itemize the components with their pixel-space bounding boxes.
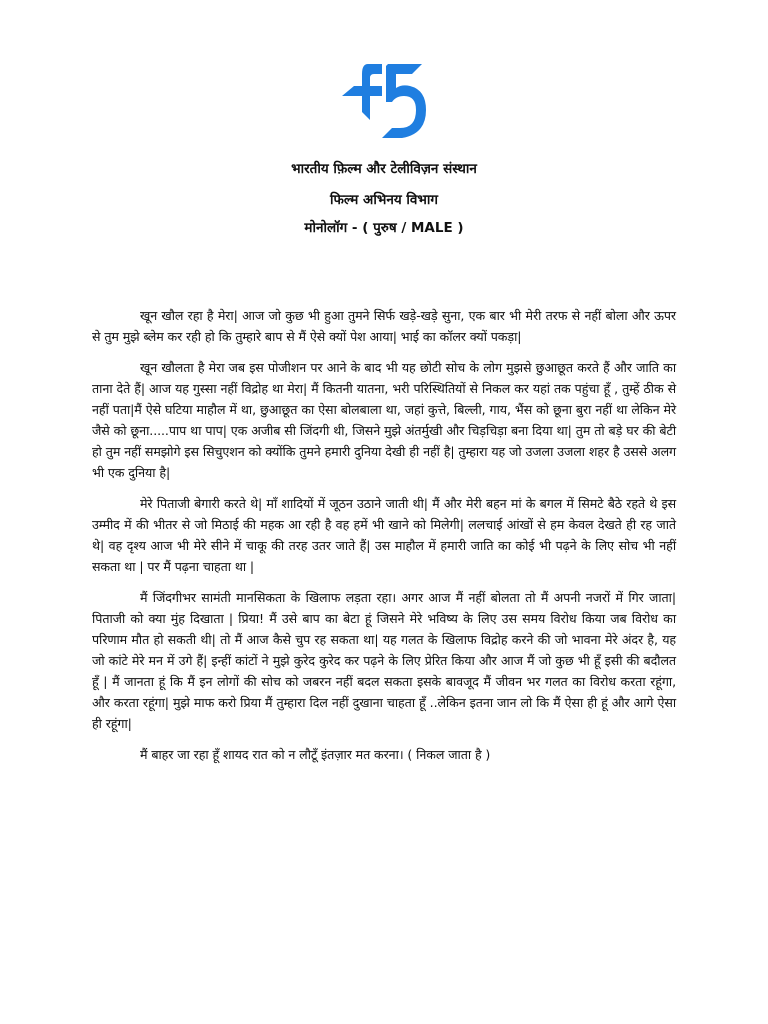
- paragraph-4: मैं जिंदगीभर सामंती मानसिकता के खिलाफ लड़ता रहा। अगर आज मैं नहीं बोलता तो मैं अपनी नजरों में गिर जाता| पिताजी को क्या मुंह दिखाता | प्रिया! मैं उसे बाप का बेटा हूं जिसने मेरे भविष्य के लिए उस समय विरोध किया जब विरोध का परिणाम मौत हो सकती थी| तो मैं आज कैसे चुप रह सकता था| यह गलत के खिलाफ विद्रोह करने की जो भावना मेरे अंदर है, यह जो कांटे मेरे मन में उगे हैं| इन्हीं कांटों ने मुझे कुरेद कुरेद कर पढ़ने के लिए प्रेरित किया और आज मैं जो कुछ भी हूँ इसी की बदौलत हूँ | मैं जानता हूं कि मैं इन लोगों की सोच को जबरन नहीं बदल सकता इसके बावजूद मैं जीवन भर गलत का विरोध करता रहूंगा, और करता रहूंगा| मुझे माफ करो प्रिया मैं तुम्हारा दिल नहीं दुखाना चाहता हूँ ..लेकिन इतना जान लो कि मैं ऐसा ही हूं और आगे ऐसा ही रहूंगा|: [92, 590, 676, 731]
- paragraph-2: खून खौलता है मेरा जब इस पोजीशन पर आने के बाद भी यह छोटी सोच के लोग मुझसे छुआछूत करते हैं और जाति का ताना देते हैं| आज यह गुस्सा नहीं विद्रोह था मेरा| मैं कितनी यातना, भरी परिस्थितियों से निकल कर यहां तक पहुंचा हूँ , तुम्हें ठीक से नहीं पता|मैं ऐसे घटिया माहौल में था, छुआछूत का ऐसा बोलबाला था, जहां कुत्ते, बिल्ली, गाय, भैंस को छूना बुरा नहीं था लेकिन मेरे जैसे को छूना.....पाप था पाप| एक अजीब सी जिंदगी थी, जिसने मुझे अंतर्मुखी और चिड़चिड़ा बना दिया था| तुम तो बड़े घर की बेटी हो तुम नहीं समझोगे इस सिचुएशन को क्योंकि तुमने हमारी दुनिया देखी ही नहीं है| तुम्हारा यह जो उजला उजला शहर है उससे अलग भी एक दुनिया है|: [92, 360, 676, 480]
- ftii-logo-icon: [338, 62, 428, 152]
- monologue-body: [92, 305, 676, 775]
- paragraph-5: मैं बाहर जा रहा हूँ शायद रात को न लौटूँ इंतज़ार मत करना। ( निकल जाता है ): [140, 747, 491, 762]
- institute-name: भारतीय फ़िल्म और टेलीविज़न संस्थान: [291, 161, 477, 177]
- paragraph-1: खून खौल रहा है मेरा| आज जो कुछ भी हुआ तुमने सिर्फ खड़े-खड़े सुना, एक बार भी मेरी तरफ से नहीं बोला और ऊपर से तुम मुझे ब्लेम कर रही हो कि तुम्हारे बाप से मैं ऐसे क्यों पेश आया| भाई का कॉलर क्यों पकड़ा|: [92, 308, 676, 344]
- monologue-subtitle: मोनोलॉग - ( पुरुष / MALE ): [304, 220, 464, 236]
- paragraph-3: मेरे पिताजी बेगारी करते थे| माँ शादियों में जूठन उठाने जाती थी| मैं और मेरी बहन मां के बगल में सिमटे बैठे रहते थे इस उम्मीद में की भीतर से जो मिठाई की महक आ रही है वह हमें भी खाने को मिलेगी| ललचाई आंखों से हम केवल देखते ही रह जाते थे| वह दृश्य आज भी मेरे सीने में चाकू की तरह उतर जाते हैं| उस माहौल में हमारी जाति का कोई भी पढ़ने के लिए सोच भी नहीं सकता था | पर मैं पढ़ना चाहता था |: [92, 496, 676, 574]
- department-name: फिल्म अभिनय विभाग: [330, 192, 438, 208]
